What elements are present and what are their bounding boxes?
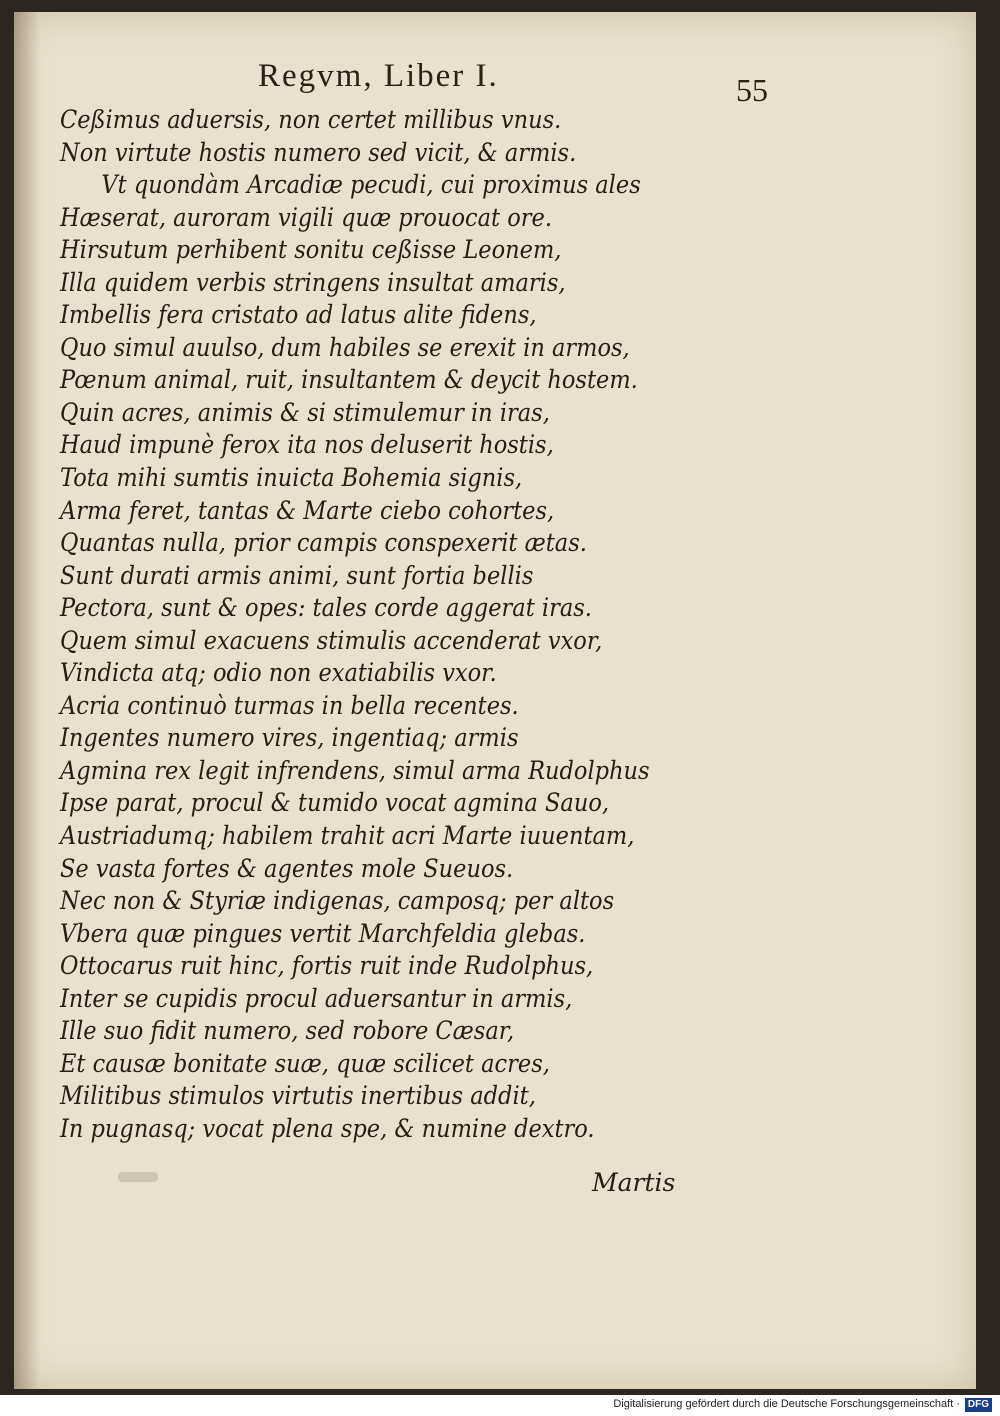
verse-block — [60, 104, 700, 1146]
verse-line: Vt quondàm Arcadiæ pecudi, cui proximus ales — [101, 170, 641, 200]
verse-line: Austriadumq; habilem trahit acri Marte iuuentam, — [60, 821, 635, 851]
verse-line: Militibus stimulos virtutis inertibus addit, — [60, 1081, 536, 1111]
verse-line: Pectora, sunt & opes: tales corde aggerat iras. — [60, 593, 592, 623]
page-number: 55 — [736, 72, 768, 108]
verse-line: Agmina rex legit infrendens, simul arma Rudolphus — [60, 755, 650, 785]
running-head: Regvm, Liber I. — [258, 58, 499, 94]
verse-line: Ottocarus ruit hinc, fortis ruit inde Rudolphus, — [60, 951, 594, 981]
verse-line: Ipse parat, procul & tumido vocat agmina Sauo, — [60, 788, 610, 818]
verse-line: Quin acres, animis & si stimulemur in iras, — [60, 397, 550, 427]
verse-line: Pœnum animal, ruit, insultantem & deycit hostem. — [60, 365, 638, 395]
verse-line: Quem simul exacuens stimulis accenderat vxor, — [60, 625, 603, 655]
verse-line: Hirsutum perhibent sonitu ceßisse Leonem, — [60, 235, 562, 265]
verse-line: Vbera quæ pingues vertit Marchfeldia glebas. — [60, 918, 586, 948]
verse-line: Imbellis fera cristato ad latus alite fidens, — [60, 300, 537, 330]
dfg-logo: DFG — [965, 1398, 992, 1412]
verse-line: Ille suo fidit numero, sed robore Cæsar, — [60, 1016, 515, 1046]
verse-line: Et causæ bonitate suæ, quæ scilicet acres, — [60, 1048, 550, 1078]
ink-smudge — [118, 1172, 158, 1182]
verse-line: Hæserat, auroram vigili quæ prouocat ore. — [60, 202, 552, 232]
gutter-shadow — [14, 12, 40, 1389]
verse-line: Nec non & Styriæ indigenas, camposq; per altos — [60, 886, 615, 916]
verse-line: Ingentes numero vires, ingentiaq; armis — [60, 723, 519, 753]
verse-line: Quantas nulla, prior campis conspexerit ætas. — [60, 528, 587, 558]
catchword: Martis — [592, 1168, 676, 1197]
verse-line: Quo simul auulso, dum habiles se erexit in armos, — [60, 332, 630, 362]
verse-line: Haud impunè ferox ita nos deluserit hostis, — [60, 430, 554, 460]
verse-line: Arma feret, tantas & Marte ciebo cohortes, — [60, 495, 555, 525]
verse-line: Vindicta atq; odio non exatiabilis vxor. — [60, 658, 497, 688]
verse-line: Sunt durati armis animi, sunt fortia bellis — [60, 560, 534, 590]
verse-line: Non virtute hostis numero sed vicit, & armis. — [60, 137, 577, 167]
verse-line: Tota mihi sumtis inuicta Bohemia signis, — [60, 463, 523, 493]
verse-line: Ceßimus aduersis, non certet millibus vnus. — [60, 105, 562, 134]
verse-line: Acria continuò turmas in bella recentes. — [60, 690, 519, 720]
verse-line: In pugnasq; vocat plena spe, & numine dextro. — [60, 1113, 595, 1143]
funding-credit: Digitalisierung gefördert durch die Deutsche Forschungsgemeinschaft · — [613, 1398, 960, 1410]
verse-line: Se vasta fortes & agentes mole Sueuos. — [60, 853, 514, 883]
verse-line: Illa quidem verbis stringens insultat amaris, — [60, 267, 566, 297]
verse-line: Inter se cupidis procul aduersantur in armis, — [60, 983, 573, 1013]
